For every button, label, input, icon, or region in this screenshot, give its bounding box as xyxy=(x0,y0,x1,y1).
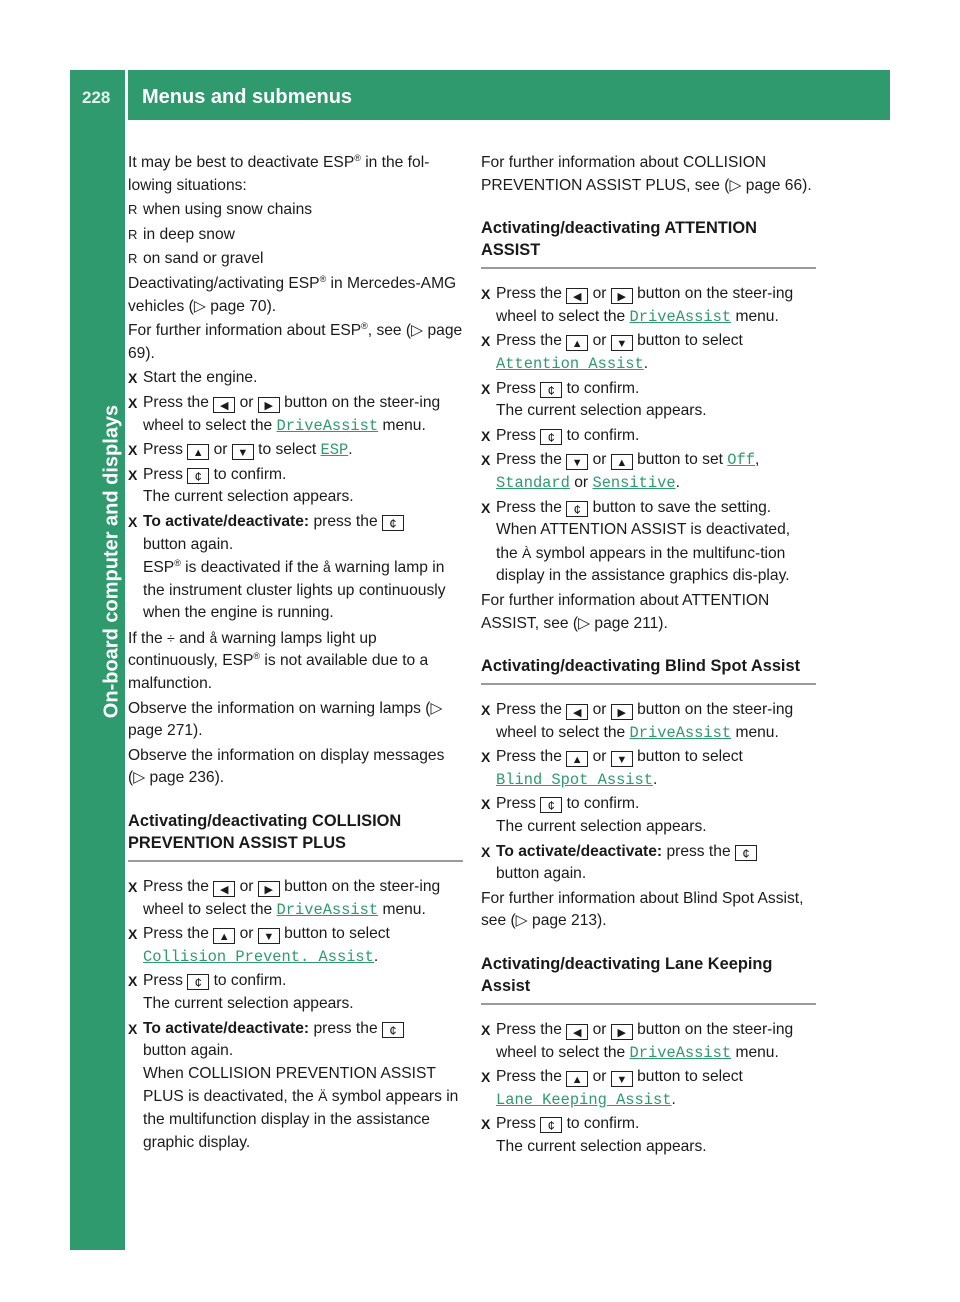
reference-icon: ▷ xyxy=(729,176,742,194)
bullet-icon: R xyxy=(128,251,138,267)
step-arrow-icon: X xyxy=(481,1022,491,1039)
menu-ref: DriveAssist xyxy=(629,1043,732,1062)
paragraph: For further information about Blind Spot Assist, see (▷ page 213). xyxy=(481,889,804,930)
section-heading: Activating/deactivating Blind Spot Assist xyxy=(481,655,816,685)
up-key-icon: ▲ xyxy=(566,1071,588,1087)
menu-ref: DriveAssist xyxy=(276,900,379,919)
step-arrow-icon: X xyxy=(128,879,138,896)
step-item: X Press ¢ to confirm. The current selection appears. xyxy=(481,379,707,420)
step-item: X Press ¢ to confirm. The current selection appears. xyxy=(128,972,354,1012)
step-item: X To activate/deactivate: press the ¢ button again. When COLLISION PREVENTION ASSIST PLUS is deactivated, the Ä symbol appears in the multifunction display in the assistance graphic display. xyxy=(128,1019,459,1151)
step-arrow-icon: X xyxy=(128,442,138,459)
right-key-icon: ▶ xyxy=(611,704,633,720)
right-key-icon: ▶ xyxy=(611,288,633,304)
step-item: X To activate/deactivate: press the ¢ button again. xyxy=(481,841,816,886)
paragraph: Deactivating/activating ESP® in Mercedes-AMG vehicles (▷ page 70). xyxy=(128,273,457,315)
step-arrow-icon: X xyxy=(481,286,491,303)
menu-ref: ESP xyxy=(320,441,349,460)
step-item: X Press the ◀ or ▶ button on the steer-ing wheel to select the DriveAssist menu. xyxy=(128,878,441,919)
step-arrow-icon: X xyxy=(481,702,491,719)
esp-off-icon: å xyxy=(209,629,218,646)
step-arrow-icon: X xyxy=(481,749,491,766)
step-item: X Press ▲ or ▼ to select ESP. xyxy=(128,439,463,462)
list-item: R when using snow chains xyxy=(128,199,463,222)
list-item: R on sand or gravel xyxy=(128,248,463,271)
right-key-icon: ▶ xyxy=(258,397,280,413)
step-arrow-icon: X xyxy=(128,466,138,483)
esp-off-icon: å xyxy=(323,559,331,576)
page-number: 228 xyxy=(82,88,111,107)
up-key-icon: ▲ xyxy=(187,444,209,460)
paragraph: For further information about ESP®, see (▷ page 69). xyxy=(128,320,463,362)
step-arrow-icon: X xyxy=(128,973,138,990)
left-column xyxy=(128,152,463,1156)
menu-ref: Blind Spot Assist xyxy=(496,770,654,789)
ok-key-icon: ¢ xyxy=(187,974,209,990)
down-key-icon: ▼ xyxy=(611,751,633,767)
left-key-icon: ◀ xyxy=(566,288,588,304)
step-arrow-icon: X xyxy=(481,452,491,469)
step-arrow-icon: X xyxy=(481,843,491,860)
ok-key-icon: ¢ xyxy=(566,501,588,517)
menu-ref: Collision Prevent. Assist xyxy=(143,947,374,966)
paragraph: Observe the information on display messages (▷ page 236). xyxy=(128,746,445,787)
menu-ref: Standard xyxy=(496,473,570,492)
reference-icon: ▷ xyxy=(411,322,424,340)
ok-key-icon: ¢ xyxy=(382,1022,404,1038)
reference-icon: ▷ xyxy=(578,614,591,632)
section-heading: Activating/deactivating ATTENTION ASSIST xyxy=(481,217,816,269)
step-item: X Press the ▲ or ▼ button to select Attention Assist. xyxy=(481,332,743,373)
paragraph: For further information about ATTENTION ASSIST, see (▷ page 211). xyxy=(481,591,770,632)
step-item: X Press the ◀ or ▶ button on the steer-ing wheel to select the DriveAssist menu. xyxy=(481,701,794,742)
reference-icon: ▷ xyxy=(430,699,443,717)
up-key-icon: ▲ xyxy=(213,928,235,944)
left-key-icon: ◀ xyxy=(566,704,588,720)
step-item: X Press the ◀ or ▶ button on the steer-ing wheel to select the DriveAssist menu. xyxy=(128,393,441,435)
step-item: X Press the ▼ or ▲ button to set Off, Standard or Sensitive. xyxy=(481,451,760,492)
paragraph: Observe the information on warning lamps (▷ page 271). xyxy=(128,699,443,740)
left-key-icon: ◀ xyxy=(213,881,235,897)
reference-icon: ▷ xyxy=(133,769,146,787)
step-arrow-icon: X xyxy=(128,1020,138,1037)
step-item: X Press ¢ to confirm. xyxy=(481,425,816,448)
paragraph: It may be best to deactivate ESP® in the fol-lowing situations: xyxy=(128,152,430,194)
esp-warning-icon: ÷ xyxy=(167,629,175,646)
step-arrow-icon: X xyxy=(481,796,491,813)
menu-ref: Lane Keeping Assist xyxy=(496,1090,672,1109)
right-key-icon: ▶ xyxy=(258,881,280,897)
step-arrow-icon: X xyxy=(128,926,138,943)
step-item: X Press the ◀ or ▶ button on the steer-ing wheel to select the DriveAssist menu. xyxy=(481,285,794,326)
ok-key-icon: ¢ xyxy=(382,515,404,531)
step-item: X Press the ¢ button to save the setting. When ATTENTION ASSIST is deactivated, the À symbol appears in the multifunc-tion display in the assistance graphics dis-play. xyxy=(481,498,791,585)
step-arrow-icon: X xyxy=(128,370,138,387)
down-key-icon: ▼ xyxy=(258,928,280,944)
right-column xyxy=(481,152,816,1161)
header-divider xyxy=(125,70,128,120)
step-item: X Press the ▲ or ▼ button to select Blind Spot Assist. xyxy=(481,748,743,789)
step-arrow-icon: X xyxy=(481,1069,491,1086)
step-arrow-icon: X xyxy=(481,333,491,350)
bullet-icon: R xyxy=(128,202,138,218)
page-title: Menus and submenus xyxy=(142,86,353,108)
step-arrow-icon: X xyxy=(481,380,491,397)
down-key-icon: ▼ xyxy=(611,1071,633,1087)
up-key-icon: ▲ xyxy=(566,751,588,767)
paragraph: If the ÷ and å warning lamps light up continuously, ESP® is not available due to a malfunction. xyxy=(128,629,429,693)
attention-assist-off-icon: À xyxy=(522,544,532,561)
menu-ref: DriveAssist xyxy=(276,416,379,435)
step-arrow-icon: X xyxy=(128,394,138,411)
step-arrow-icon: X xyxy=(128,513,138,530)
down-key-icon: ▼ xyxy=(611,335,633,351)
up-key-icon: ▲ xyxy=(611,454,633,470)
ok-key-icon: ¢ xyxy=(540,797,562,813)
step-arrow-icon: X xyxy=(481,427,491,444)
down-key-icon: ▼ xyxy=(566,454,588,470)
ok-key-icon: ¢ xyxy=(735,845,757,861)
cpa-off-icon: Ä xyxy=(318,1088,328,1105)
step-item: X Press the ◀ or ▶ button on the steer-ing wheel to select the DriveAssist menu. xyxy=(481,1021,794,1062)
ok-key-icon: ¢ xyxy=(540,382,562,398)
ok-key-icon: ¢ xyxy=(540,429,562,445)
ok-key-icon: ¢ xyxy=(187,468,209,484)
bullet-icon: R xyxy=(128,226,138,242)
step-item: X Press the ▲ or ▼ button to select Lane Keeping Assist. xyxy=(481,1068,743,1109)
step-item: X Press ¢ to confirm. The current selection appears. xyxy=(128,465,354,506)
side-tab-label: On-board computer and displays xyxy=(100,404,123,719)
menu-ref: DriveAssist xyxy=(629,723,732,742)
reference-icon: ▷ xyxy=(193,297,206,315)
down-key-icon: ▼ xyxy=(232,444,254,460)
step-item: X Press ¢ to confirm. The current selection appears. xyxy=(481,795,707,836)
reference-icon: ▷ xyxy=(515,912,528,930)
step-item: X Start the engine. xyxy=(128,367,463,390)
menu-ref: Attention Assist xyxy=(496,354,644,373)
paragraph: For further information about COLLISION PREVENTION ASSIST PLUS, see (▷ page 66). xyxy=(481,154,812,194)
menu-ref: DriveAssist xyxy=(629,307,732,326)
ok-key-icon: ¢ xyxy=(540,1117,562,1133)
up-key-icon: ▲ xyxy=(566,335,588,351)
list-item: R in deep snow xyxy=(128,224,463,247)
menu-ref: Sensitive xyxy=(592,473,676,492)
step-arrow-icon: X xyxy=(481,1116,491,1133)
section-heading: Activating/deactivating COLLISION PREVENTION ASSIST PLUS xyxy=(128,810,463,862)
step-item: X Press the ▲ or ▼ button to select Collision Prevent. Assist. xyxy=(128,925,390,966)
step-arrow-icon: X xyxy=(481,499,491,516)
menu-ref: Off xyxy=(727,451,756,470)
step-item: X To activate/deactivate: press the ¢ button again. ESP® is deactivated if the å warning lamp in the instrument cluster lights up continuously when the engine is running. xyxy=(128,512,446,622)
right-key-icon: ▶ xyxy=(611,1024,633,1040)
section-heading: Activating/deactivating Lane Keeping Assist xyxy=(481,953,816,1005)
left-key-icon: ◀ xyxy=(213,397,235,413)
step-item: X Press ¢ to confirm. The current selection appears. xyxy=(481,1115,707,1155)
left-key-icon: ◀ xyxy=(566,1024,588,1040)
